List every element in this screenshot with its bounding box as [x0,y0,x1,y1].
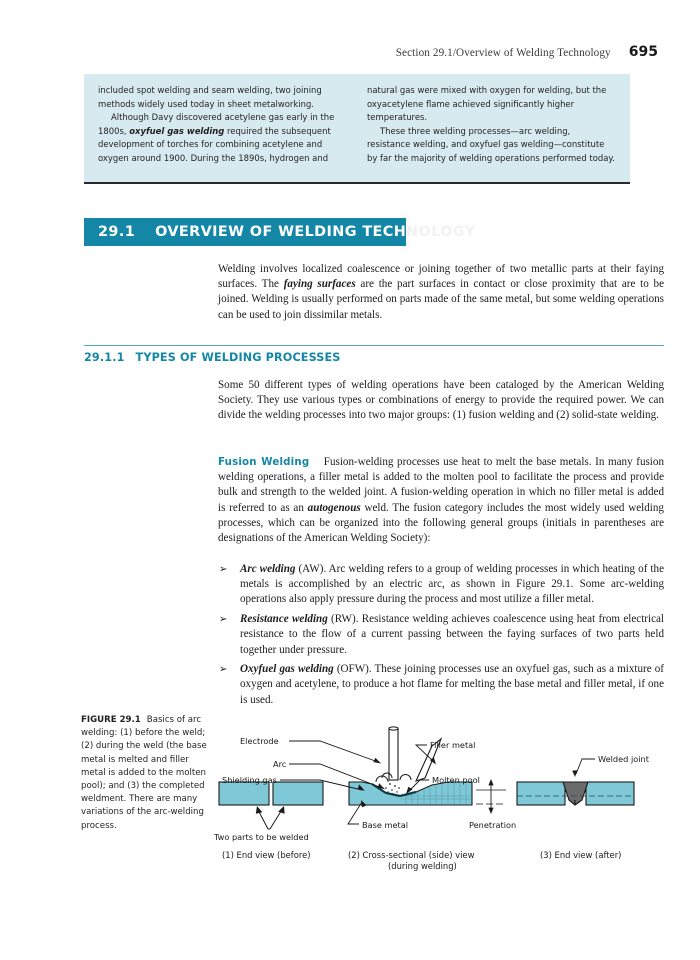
figure-callout-arc: Arc [273,759,287,769]
figure-view-1-end-view-before [213,782,323,842]
figure-callout-two-parts: Two parts to be welded [214,832,309,842]
intro-paragraph [218,262,664,323]
runin-heading-fusion-welding: Fusion Welding [218,457,310,468]
figure-callout-base-metal: Base metal [362,820,409,830]
term-oxyfuel-gas-welding: oxyfuel gas welding [129,125,225,136]
term-autogenous: autogenous [307,501,361,514]
history-right-para-2: These three welding processes—arc welding, resistance welding, and oxyfuel gas welding—constitute by far the majority of welding operations performed today. [367,125,615,163]
section-number: 29.1 [98,224,136,240]
welding-process-list [218,562,664,712]
historical-note-box [84,74,630,184]
term-faying-surfaces: faying surfaces [283,278,356,291]
figure-caption-text: Basics of arc welding: (1) before the weld; (2) during the weld (the base metal is melted and filler metal is added to the molten pool); and (3) the completed weldment. There are many variations of the arc-welding process. [81,715,207,831]
list-item-text: (OFW). These joining processes use an oxyfuel gas, such as a mixture of oxygen and acetylene, to produce a hot flame for melting the base metal and filler metal, if one is used. [240,663,665,706]
figure-label: FIGURE 29.1 [81,715,141,725]
figure-arc-welding-basics [210,700,680,872]
figure-callout-electrode: Electrode [240,736,279,746]
history-right-para-1: natural gas were mixed with oxygen for welding, but the oxyacetylene flame achieved significantly higher temperatures. [367,85,607,123]
history-left-para-2: Although Davy discovered acetylene gas early in the 1800s, oxyfuel gas welding required the subsequent development of torches for combining acetylene and oxygen around 1900. During the 1890s, hydrogen and [98,112,335,163]
figure-callout-penetration: Penetration [469,820,517,830]
arrow-bullet-icon: ➢ [219,564,228,575]
section-title-overflow: NOLOGY [406,224,476,240]
subsection-title: TYPES OF WELDING PROCESSES [135,351,341,364]
figure-view-label-1: (1) End view (before) [222,850,311,860]
figure-view-label-2-line1: (2) Cross-sectional (side) view [348,850,475,860]
subsection-number: 29.1.1 [84,351,125,364]
figure-view-3-end-view-after [517,754,650,805]
list-item [218,612,664,658]
arrow-bullet-icon: ➢ [219,664,228,676]
figure-callout-welded-joint: Welded joint [598,754,649,764]
historical-note-left-column [98,84,347,174]
list-item [218,562,664,608]
paragraph-some-fifty-text: Some 50 different types of welding operations have been cataloged by the American Welding Society. They use various types or combinations of energy to provide the required power. We can divide the welding processes into two major groups: (1) fusion welding and (2) solid-state welding. [218,379,664,422]
section-banner [84,218,406,246]
figure-caption [81,714,209,833]
list-item-text: (AW). Arc welding refers to a group of welding processes in which heating of the metals is accomplished by an electric arc, as shown in Figure 29.1. Some arc-welding operations also apply pressure during the process and most utilize a filler metal. [240,563,664,606]
subsection-heading [84,351,341,364]
figure-view-label-3: (3) End view (after) [540,850,622,860]
intro-paragraph-text: Welding involves localized coalescence or joining together of two metallic parts at their faying surfaces. The faying surfaces are the part surfaces in contact or close proximity that are to be joined. Welding is usually performed on parts made of the same metal, but some welding operations can be used to join dissimilar metals. [218,263,665,321]
running-head-title: Section 29.1/Overview of Welding Technology [395,47,611,59]
section-title: OVERVIEW OF WELDING TECH [155,224,407,240]
figure-callout-shielding-gas: Shielding gas [222,775,277,785]
history-left-para-1: included spot welding and seam welding, two joining methods widely used today in sheet metalworking. [98,85,322,109]
list-item-term: Oxyfuel gas welding [240,663,334,676]
list-item-term: Resistance welding [240,613,328,626]
paragraph-fusion-welding [218,455,664,546]
paragraph-some-fifty [218,378,664,424]
figure-view-2-cross-sectional [222,727,516,830]
list-item-text: (RW). Resistance welding achieves coalescence using heat from electrical resistance to the flow of a current passing between the faying surfaces of two parts held together under pressure. [240,613,664,656]
figure-view-label-2-line2: (during welding) [388,861,457,871]
arrow-bullet-icon: ➢ [219,614,228,626]
figure-callout-filler-metal: Filler metal [430,740,476,750]
list-item-term: Arc welding [240,563,296,575]
page-number: 695 [628,44,658,60]
paragraph-fusion-welding-text: Fusion Welding Fusion-welding processes use heat to melt the base metals. In many fusion welding operations, a filler metal is added to the molten pool to facilitate the process and provide bulk and strength to the welded joint. A fusion-welding operation in which no filler metal is added is referred to as an autogenous weld. The fusion category includes the most widely used welding processes, which can be organized into the following general groups (initials in parentheses are designations of the American Welding Society): [218,456,664,545]
running-head [80,44,658,60]
figure-callout-molten-pool: Molten pool [432,775,480,785]
historical-note-right-column [367,84,616,174]
subsection-rule [84,345,664,346]
section-banner-text [98,218,406,246]
